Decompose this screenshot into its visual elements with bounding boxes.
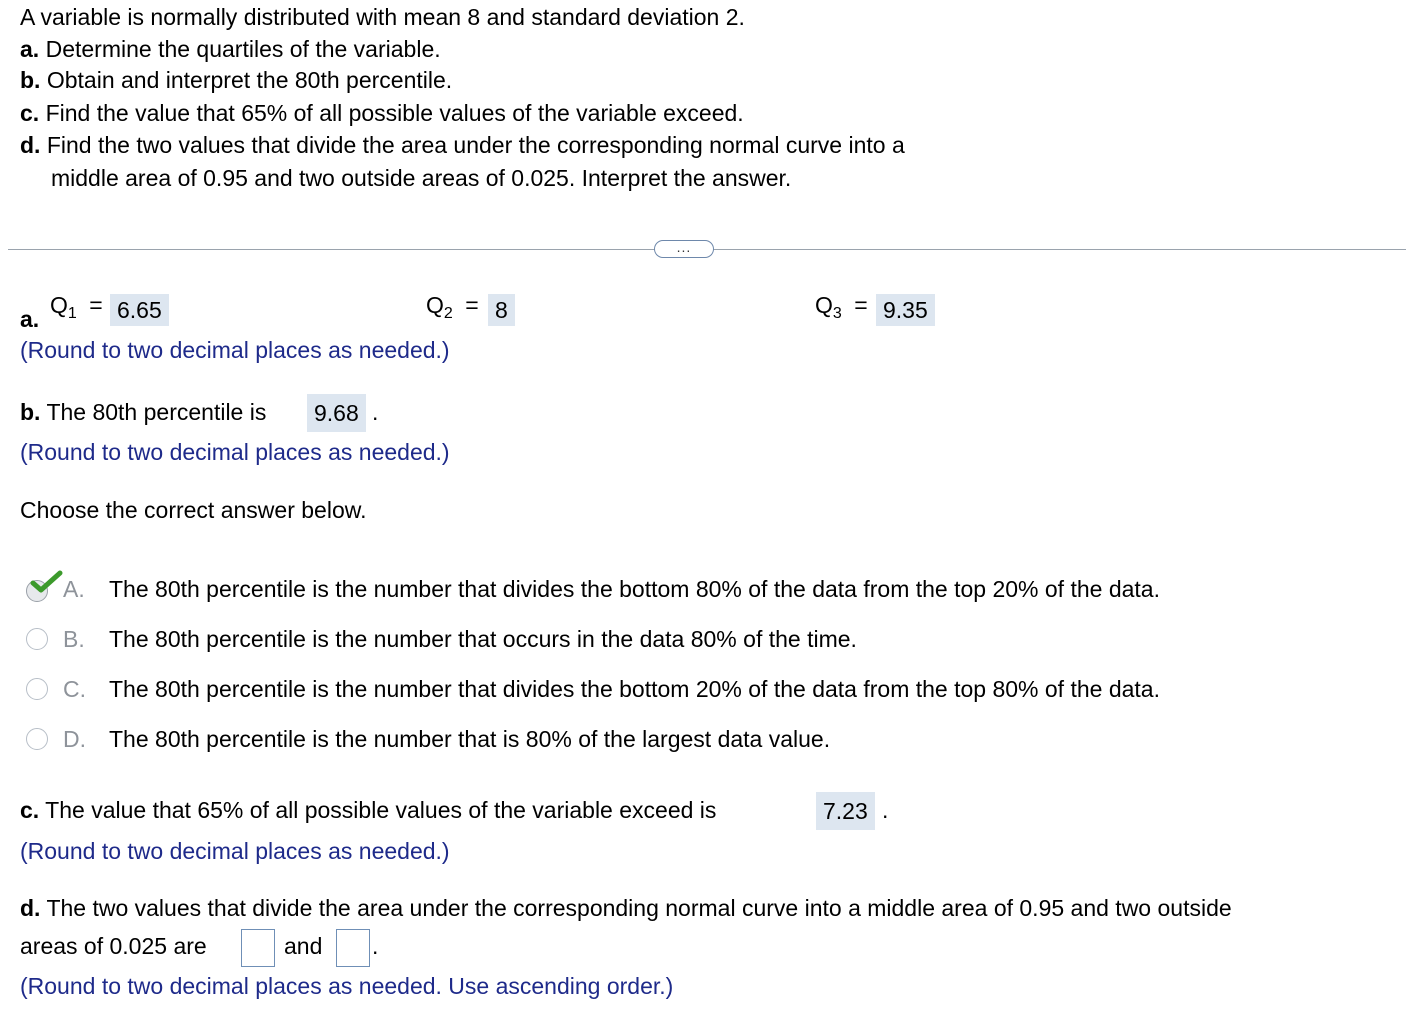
item-text: Obtain and interpret the 80th percentile. <box>46 67 453 93</box>
part-d-statement <box>20 895 1232 922</box>
part-c-period: . <box>882 797 889 823</box>
item-text: Find the value that 65% of all possible values of the variable exceed. <box>45 100 744 126</box>
option-text: The 80th percentile is the number that occurs in the data 80% of the time. <box>109 626 857 652</box>
problem-intro: A variable is normally distributed with mean 8 and standard deviation 2. <box>20 4 745 30</box>
q3-answer-box[interactable]: 9.35 <box>876 294 935 326</box>
part-d-line2-prefix: areas of 0.025 are <box>20 933 207 959</box>
part-b-answer-box[interactable]: 9.68 <box>307 394 366 432</box>
part-a-letter: a. <box>20 306 40 332</box>
option-letter: A. <box>63 576 85 602</box>
part-d-round-note: (Round to two decimal places as needed. Use ascending order.) <box>20 973 674 999</box>
part-b-letter: b. <box>20 399 41 425</box>
q3-label: $Q_3$ = <box>815 292 868 322</box>
option-text: The 80th percentile is the number that is 80% of the largest data value. <box>109 726 831 752</box>
part-b-text: The 80th percentile is <box>46 399 267 425</box>
part-a-round-note: (Round to two decimal places as needed.) <box>20 337 450 363</box>
option-letter: B. <box>63 626 85 652</box>
item-letter: d. <box>20 132 41 158</box>
part-b-statement <box>20 399 266 426</box>
choose-prompt: Choose the correct answer below. <box>20 497 367 523</box>
problem-item-a <box>20 36 441 63</box>
part-d-period: . <box>372 933 379 959</box>
radio-button[interactable] <box>26 728 48 750</box>
part-d-lower-value-input[interactable] <box>241 929 275 967</box>
item-text: Determine the quartiles of the variable. <box>45 36 441 62</box>
radio-button[interactable] <box>26 678 48 700</box>
option-letter: D. <box>63 726 86 752</box>
expand-button[interactable]: ... <box>654 240 714 258</box>
part-c-text: The value that 65% of all possible values of the variable exceed is <box>45 797 717 823</box>
problem-item-d-continuation: middle area of 0.95 and two outside areas of 0.025. Interpret the answer. <box>51 165 792 191</box>
part-d-text: The two values that divide the area under the corresponding normal curve into a middle area of 0.95 and two outside <box>46 895 1232 921</box>
radio-button[interactable] <box>26 628 48 650</box>
q1-answer-box[interactable]: 6.65 <box>110 294 169 326</box>
q1-label: $Q_1$ = <box>50 292 103 322</box>
option-letter: C. <box>63 676 86 702</box>
part-d-letter: d. <box>20 895 41 921</box>
checkmark-icon <box>30 570 64 596</box>
part-c-round-note: (Round to two decimal places as needed.) <box>20 838 450 864</box>
part-d-and-label: and <box>284 933 323 959</box>
part-b-round-note: (Round to two decimal places as needed.) <box>20 439 450 465</box>
part-c-letter: c. <box>20 797 40 823</box>
part-b-period: . <box>372 399 379 425</box>
problem-item-c <box>20 100 744 127</box>
item-letter: a. <box>20 36 40 62</box>
q2-answer-box[interactable]: 8 <box>488 294 515 326</box>
part-d-upper-value-input[interactable] <box>336 929 370 967</box>
item-text: Find the two values that divide the area under the corresponding normal curve into a <box>46 132 905 158</box>
q2-label: $Q_2$ = <box>426 292 479 322</box>
part-c-statement <box>20 797 716 824</box>
option-text: The 80th percentile is the number that divides the bottom 20% of the data from the top 80% of the data. <box>109 676 1160 702</box>
problem-item-b <box>20 67 452 94</box>
problem-item-d <box>20 132 905 159</box>
part-c-answer-box[interactable]: 7.23 <box>816 792 875 830</box>
item-letter: b. <box>20 67 41 93</box>
option-text: The 80th percentile is the number that divides the bottom 80% of the data from the top 20% of the data. <box>109 576 1160 602</box>
item-letter: c. <box>20 100 40 126</box>
